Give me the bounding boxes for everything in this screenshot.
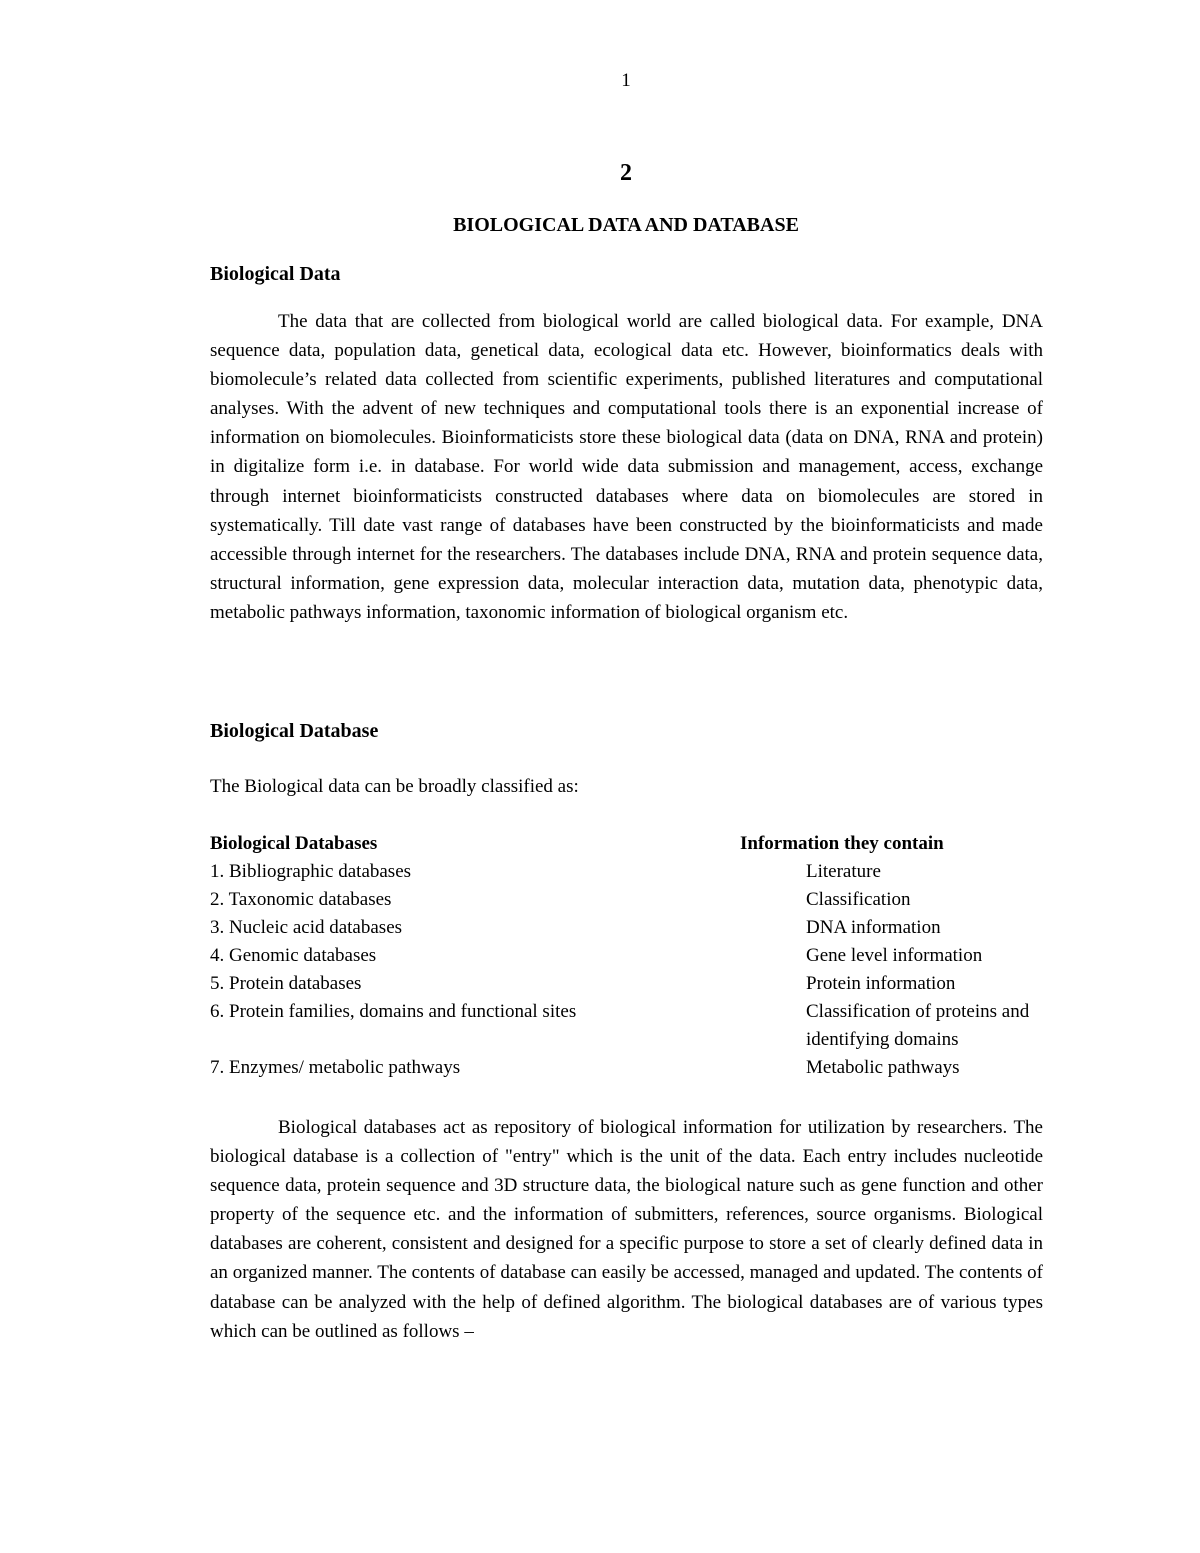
table-row (210, 858, 1070, 886)
column-header-information: Information they contain (740, 833, 944, 854)
database-name: 6. Protein families, domains and functional sites (210, 1001, 577, 1022)
database-info: identifying domains (806, 1029, 959, 1050)
table-row (210, 1054, 1070, 1082)
database-classification-table (210, 830, 1070, 1082)
database-name: 2. Taxonomic databases (210, 889, 392, 910)
chapter-number: 2 (620, 160, 632, 186)
paragraph-biological-data: The data that are collected from biological world are called biological data. For example, DNA sequence data, population data, genetical data, ecological data etc. However, bioinformatics deals with biomolecule’s related data collected from scientific experiments, published literatures and computational analyses. With the advent of new techniques and computational tools there is an exponential increase of information on biomolecules. Bioinformaticists store these biological data (data on DNA, RNA and protein) in digitalize form i.e. in database. For world wide data submission and management, access, exchange through internet bioinformaticists constructed databases where data on biomolecules are stored in systematically. Till date vast range of databases have been constructed by the bioinformaticists and made accessible through internet for the researchers. The databases include DNA, RNA and protein sequence data, structural information, gene expression data, molecular interaction data, mutation data, phenotypic data, metabolic pathways information, taxonomic information of biological organism etc. (210, 311, 1043, 623)
database-name: 1. Bibliographic databases (210, 861, 412, 882)
database-name: 3. Nucleic acid databases (210, 917, 403, 938)
chapter-title: BIOLOGICAL DATA AND DATABASE (453, 214, 799, 236)
page-number: 1 (621, 70, 631, 91)
table-row (210, 914, 1070, 942)
table-row (210, 942, 1070, 970)
database-info: Classification of proteins and (806, 1001, 1030, 1022)
database-info: Classification (806, 889, 911, 910)
section-heading-biological-data: Biological Data (210, 263, 341, 285)
database-info: Gene level information (806, 945, 983, 966)
database-name: 5. Protein databases (210, 973, 362, 994)
database-info: Metabolic pathways (806, 1057, 960, 1078)
table-row (210, 998, 1070, 1026)
table-row (210, 970, 1070, 998)
database-info: DNA information (806, 917, 941, 938)
classification-intro: The Biological data can be broadly classified as: (210, 776, 579, 797)
paragraph-biological-databases: Biological databases act as repository of biological information for utilization by researchers. The biological database is a collection of "entry" which is the unit of the data. Each entry includes nucleotide sequence data, protein sequence and 3D structure data, the biological nature such as gene function and other property of the sequence etc. and the information of submitters, references, source organisms. Biological databases are coherent, consistent and designed for a specific purpose to store a set of clearly defined data in an organized manner. The contents of database can easily be accessed, managed and updated. The contents of database can be analyzed with the help of defined algorithm. The biological databases are of various types which can be outlined as follows – (210, 1117, 1043, 1342)
database-info: Protein information (806, 973, 956, 994)
section-heading-biological-database: Biological Database (210, 720, 379, 742)
database-info: Literature (806, 861, 881, 882)
table-header-row (210, 830, 1070, 858)
database-name: 4. Genomic databases (210, 945, 377, 966)
column-header-databases: Biological Databases (210, 833, 378, 854)
table-row (210, 1026, 1070, 1054)
database-name: 7. Enzymes/ metabolic pathways (210, 1057, 461, 1078)
database-name (210, 1026, 740, 1054)
table-row (210, 886, 1070, 914)
